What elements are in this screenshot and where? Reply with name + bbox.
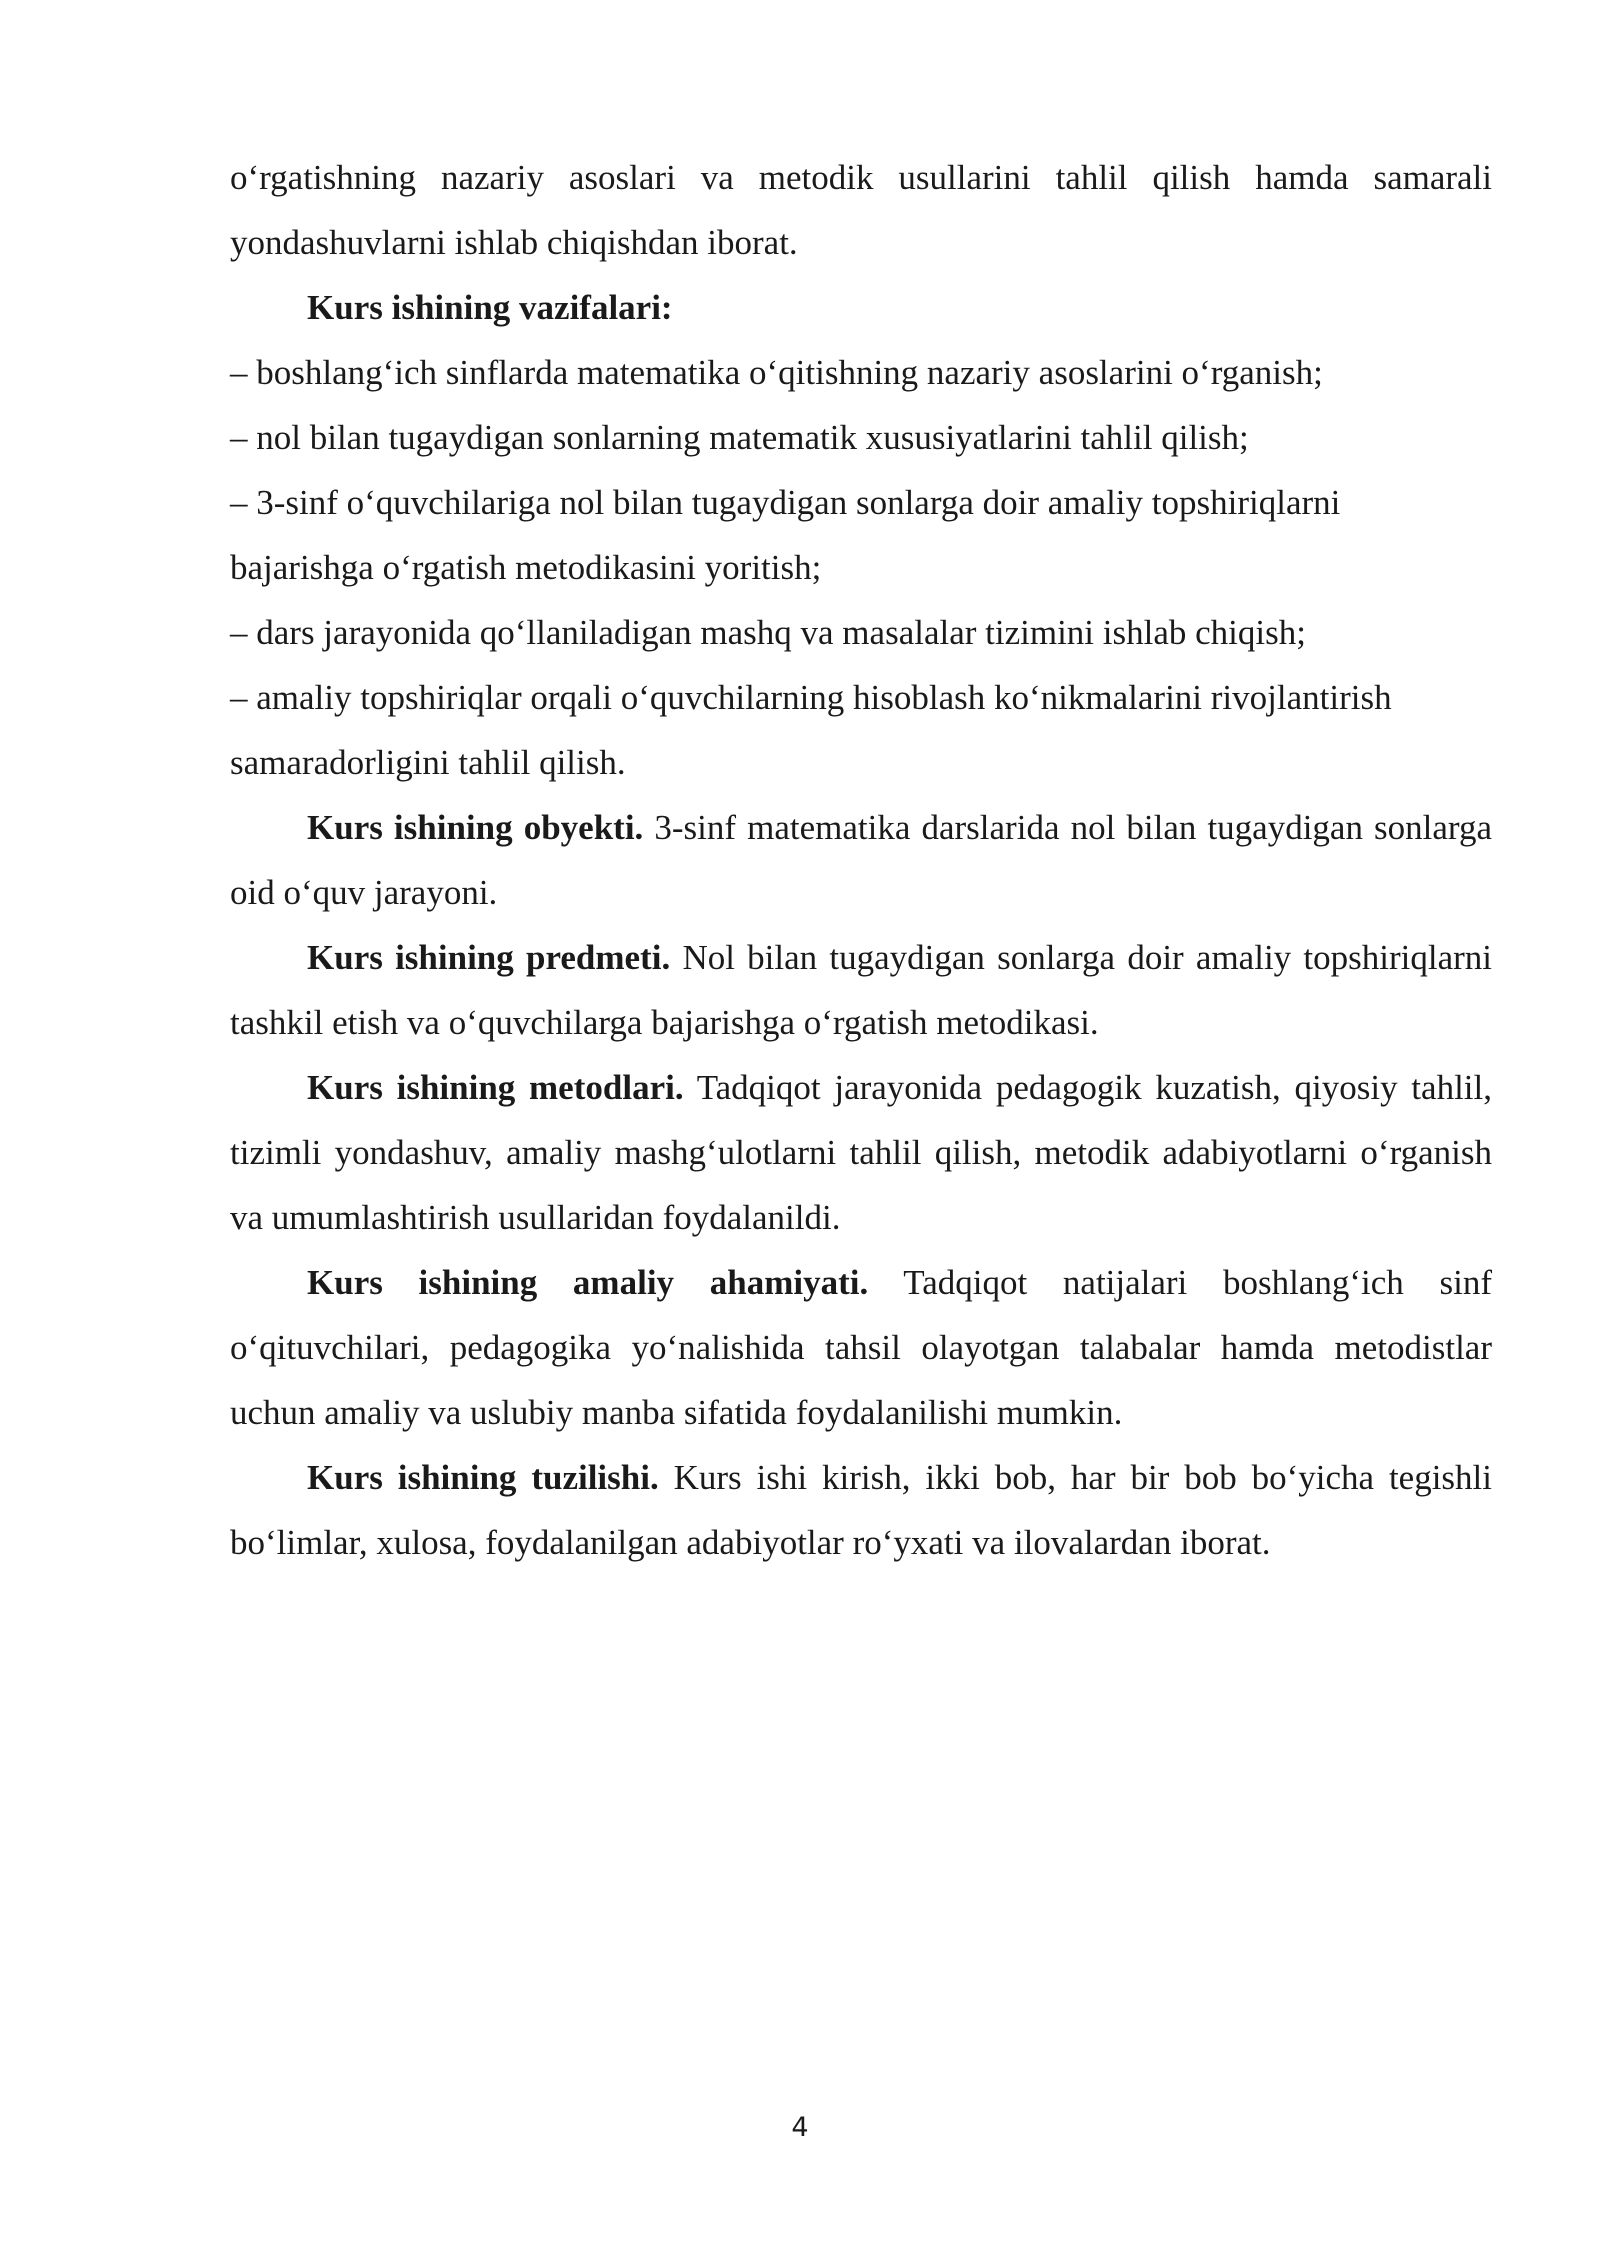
tasks-list: [230, 340, 1492, 795]
object-paragraph: [230, 795, 1492, 925]
task-item: – boshlang‘ich sinflarda matematika o‘qitishning nazariy asoslarini o‘rganish;: [230, 353, 1323, 392]
practical-significance-text: Tadqiqot natijalari boshlang‘ich sinf o‘qituvchilari, pedagogika yo‘nalishida tahsil olayotgan talabalar hamda metodistlar uchun amaliy va uslubiy manba sifatida foydalanilishi mumkin.: [230, 1263, 1492, 1432]
intro-paragraph: o‘rgatishning nazariy asoslari va metodik usullarini tahlil qilish hamda samarali yondashuvlarni ishlab chiqishdan iborat.: [230, 158, 1492, 262]
document-body: [230, 145, 1492, 1575]
task-item: – dars jarayonida qo‘llaniladigan mashq va masalalar tizimini ishlab chiqish;: [230, 613, 1306, 652]
object-label: Kurs ishining obyekti.: [307, 808, 644, 847]
methods-label: Kurs ishining metodlari.: [307, 1068, 684, 1107]
page-number: 4: [791, 2112, 809, 2143]
subject-label: Kurs ishining predmeti.: [307, 938, 671, 977]
subject-text: Nol bilan tugaydigan sonlarga doir amaliy topshiriqlarni tashkil etish va o‘quvchilarga bajarishga o‘rgatish metodikasi.: [230, 938, 1492, 1042]
practical-significance-paragraph: [230, 1250, 1492, 1445]
subject-paragraph: [230, 925, 1492, 1055]
task-item: – amaliy topshiriqlar orqali o‘quvchilarning hisoblash ko‘nikmalarini rivojlantirish samaradorligini tahlil qilish.: [230, 678, 1392, 782]
tasks-heading: Kurs ishining vazifalari:: [307, 288, 673, 327]
task-item: – nol bilan tugaydigan sonlarning matematik xususiyatlarini tahlil qilish;: [230, 418, 1249, 457]
structure-paragraph: [230, 1445, 1492, 1575]
object-text: 3-sinf matematika darslarida nol bilan tugaydigan sonlarga oid o‘quv jarayoni.: [230, 808, 1492, 912]
structure-label: Kurs ishining tuzilishi.: [307, 1458, 659, 1497]
methods-text: Tadqiqot jarayonida pedagogik kuzatish, qiyosiy tahlil, tizimli yondashuv, amaliy mashg‘ulotlarni tahlil qilish, metodik adabiyotlarni o‘rganish va umumlashtirish usullaridan foydalanildi.: [230, 1068, 1492, 1237]
task-item: – 3-sinf o‘quvchilariga nol bilan tugaydigan sonlarga doir amaliy topshiriqlarni bajarishga o‘rgatish metodikasini yoritish;: [230, 483, 1341, 587]
structure-text: Kurs ishi kirish, ikki bob, har bir bob bo‘yicha tegishli bo‘limlar, xulosa, foydalanilgan adabiyotlar ro‘yxati va ilovalardan iborat.: [230, 1458, 1493, 1562]
methods-paragraph: [230, 1055, 1492, 1250]
practical-significance-label: Kurs ishining amaliy ahamiyati.: [307, 1263, 869, 1302]
